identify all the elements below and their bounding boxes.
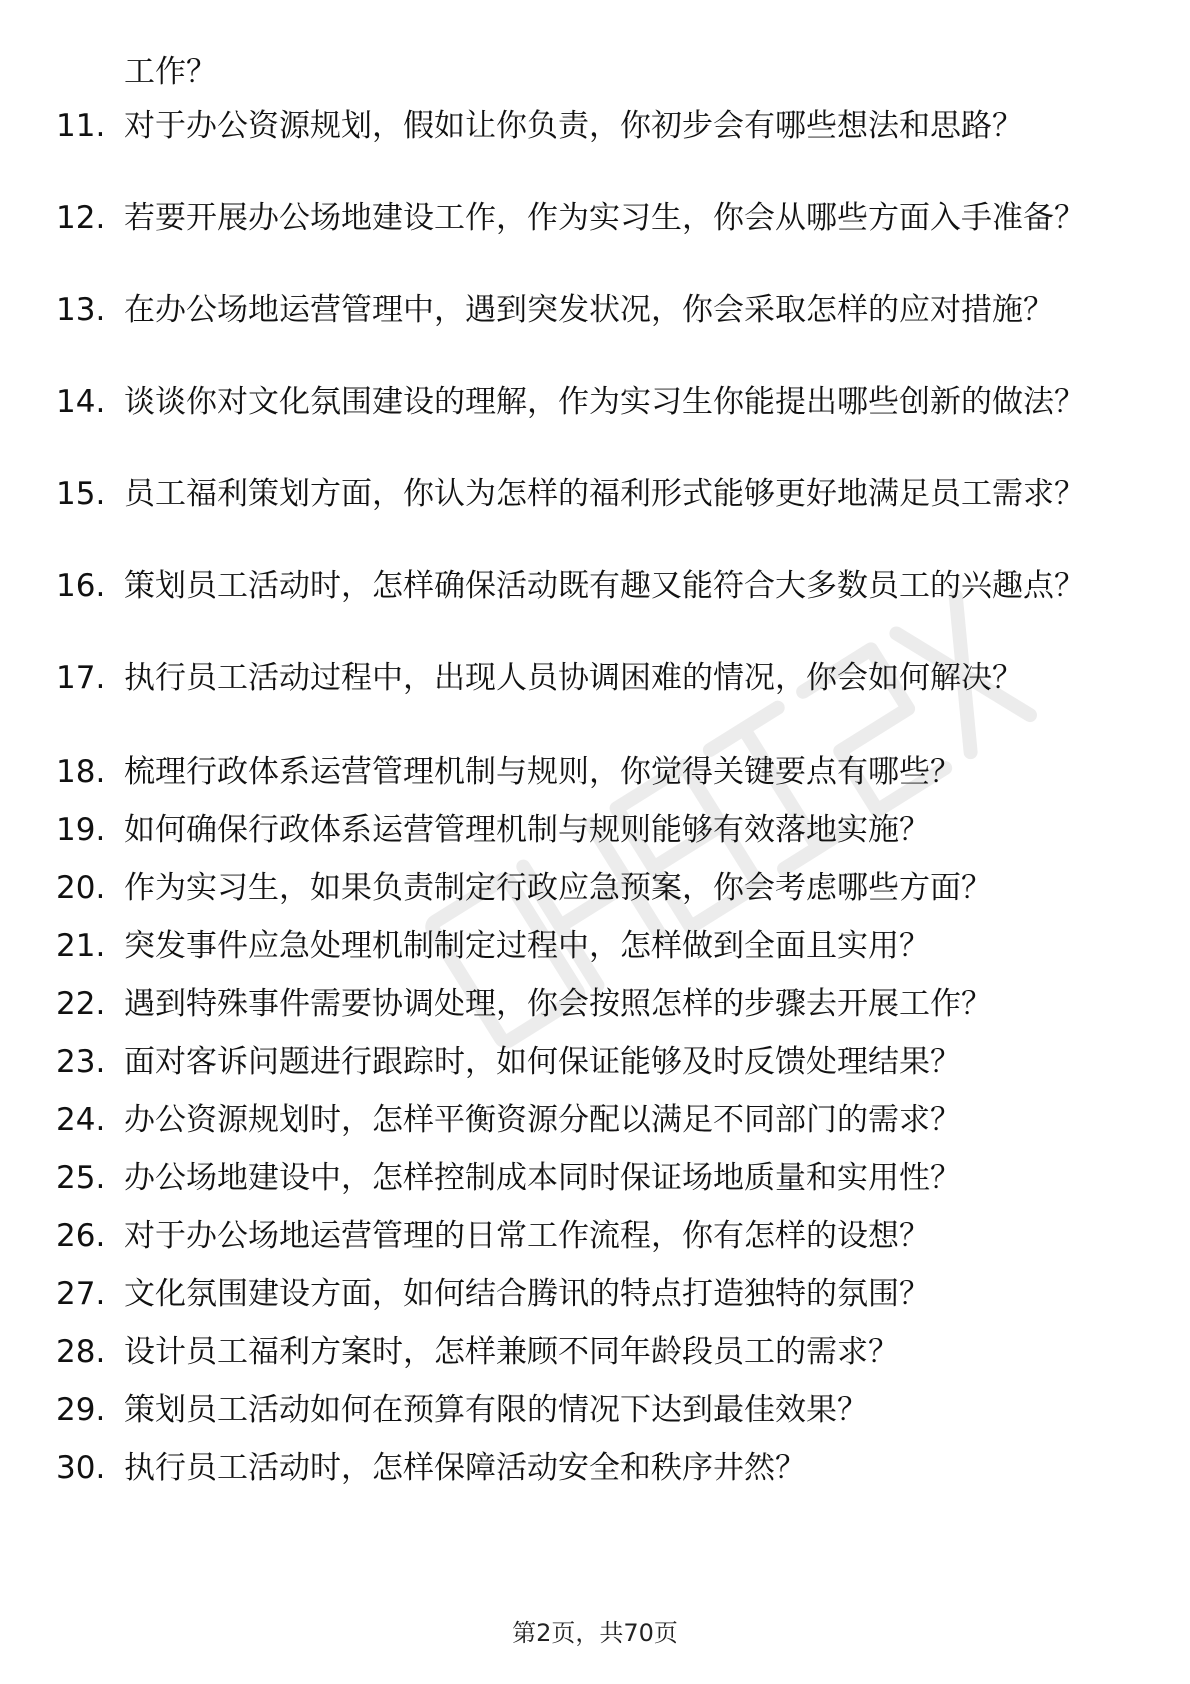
question-10-continuation: 工作？ — [124, 54, 217, 90]
question-number: 12. — [56, 200, 106, 236]
question-text: 办公场地建设中，怎样控制成本同时保证场地质量和实用性？ — [124, 1160, 961, 1196]
question-number: 28. — [56, 1334, 106, 1370]
question-text: 如何确保行政体系运营管理机制与规则能够有效落地实施？ — [124, 812, 930, 848]
question-number: 24. — [56, 1102, 106, 1138]
question-text: 执行员工活动过程中，出现人员协调困难的情况，你会如何解决？ — [124, 660, 1023, 696]
question-number: 11. — [56, 108, 106, 144]
question-number: 15. — [56, 476, 106, 512]
question-text: 在办公场地运营管理中，遇到突发状况，你会采取怎样的应对措施？ — [124, 292, 1054, 328]
question-number: 21. — [56, 928, 106, 964]
question-number: 17. — [56, 660, 106, 696]
question-text: 文化氛围建设方面，如何结合腾讯的特点打造独特的氛围？ — [124, 1276, 930, 1312]
question-text: 员工福利策划方面，你认为怎样的福利形式能够更好地满足员工需求？ — [124, 476, 1085, 512]
question-text: 遇到特殊事件需要协调处理，你会按照怎样的步骤去开展工作？ — [124, 986, 992, 1022]
question-number: 22. — [56, 986, 106, 1022]
page-footer: 第2页，共70页 — [512, 1619, 678, 1647]
question-number: 30. — [56, 1450, 106, 1486]
question-text: 对于办公资源规划，假如让你负责，你初步会有哪些想法和思路？ — [124, 108, 1023, 144]
question-text: 策划员工活动时，怎样确保活动既有趣又能符合大多数员工的兴趣点？ — [124, 568, 1085, 604]
question-text: 梳理行政体系运营管理机制与规则，你觉得关键要点有哪些？ — [124, 754, 961, 790]
question-number: 19. — [56, 812, 106, 848]
question-text: 办公资源规划时，怎样平衡资源分配以满足不同部门的需求？ — [124, 1102, 961, 1138]
question-text: 若要开展办公场地建设工作，作为实习生，你会从哪些方面入手准备？ — [124, 200, 1085, 236]
question-number: 23. — [56, 1044, 106, 1080]
question-text: 对于办公场地运营管理的日常工作流程，你有怎样的设想？ — [124, 1218, 930, 1254]
question-number: 20. — [56, 870, 106, 906]
question-text: 设计员工福利方案时，怎样兼顾不同年龄段员工的需求？ — [124, 1334, 899, 1370]
question-text: 面对客诉问题进行跟踪时，如何保证能够及时反馈处理结果？ — [124, 1044, 961, 1080]
question-text: 突发事件应急处理机制制定过程中，怎样做到全面且实用？ — [124, 928, 930, 964]
question-text: 策划员工活动如何在预算有限的情况下达到最佳效果？ — [124, 1392, 868, 1428]
question-number: 13. — [56, 292, 106, 328]
question-text: 执行员工活动时，怎样保障活动安全和秩序井然？ — [124, 1450, 806, 1486]
question-text: 谈谈你对文化氛围建设的理解，作为实习生你能提出哪些创新的做法？ — [124, 384, 1085, 420]
question-number: 26. — [56, 1218, 106, 1254]
question-number: 18. — [56, 754, 106, 790]
question-text: 作为实习生，如果负责制定行政应急预案，你会考虑哪些方面？ — [124, 870, 992, 906]
question-number: 16. — [56, 568, 106, 604]
question-number: 25. — [56, 1160, 106, 1196]
question-number: 27. — [56, 1276, 106, 1312]
question-number: 29. — [56, 1392, 106, 1428]
question-number: 14. — [56, 384, 106, 420]
